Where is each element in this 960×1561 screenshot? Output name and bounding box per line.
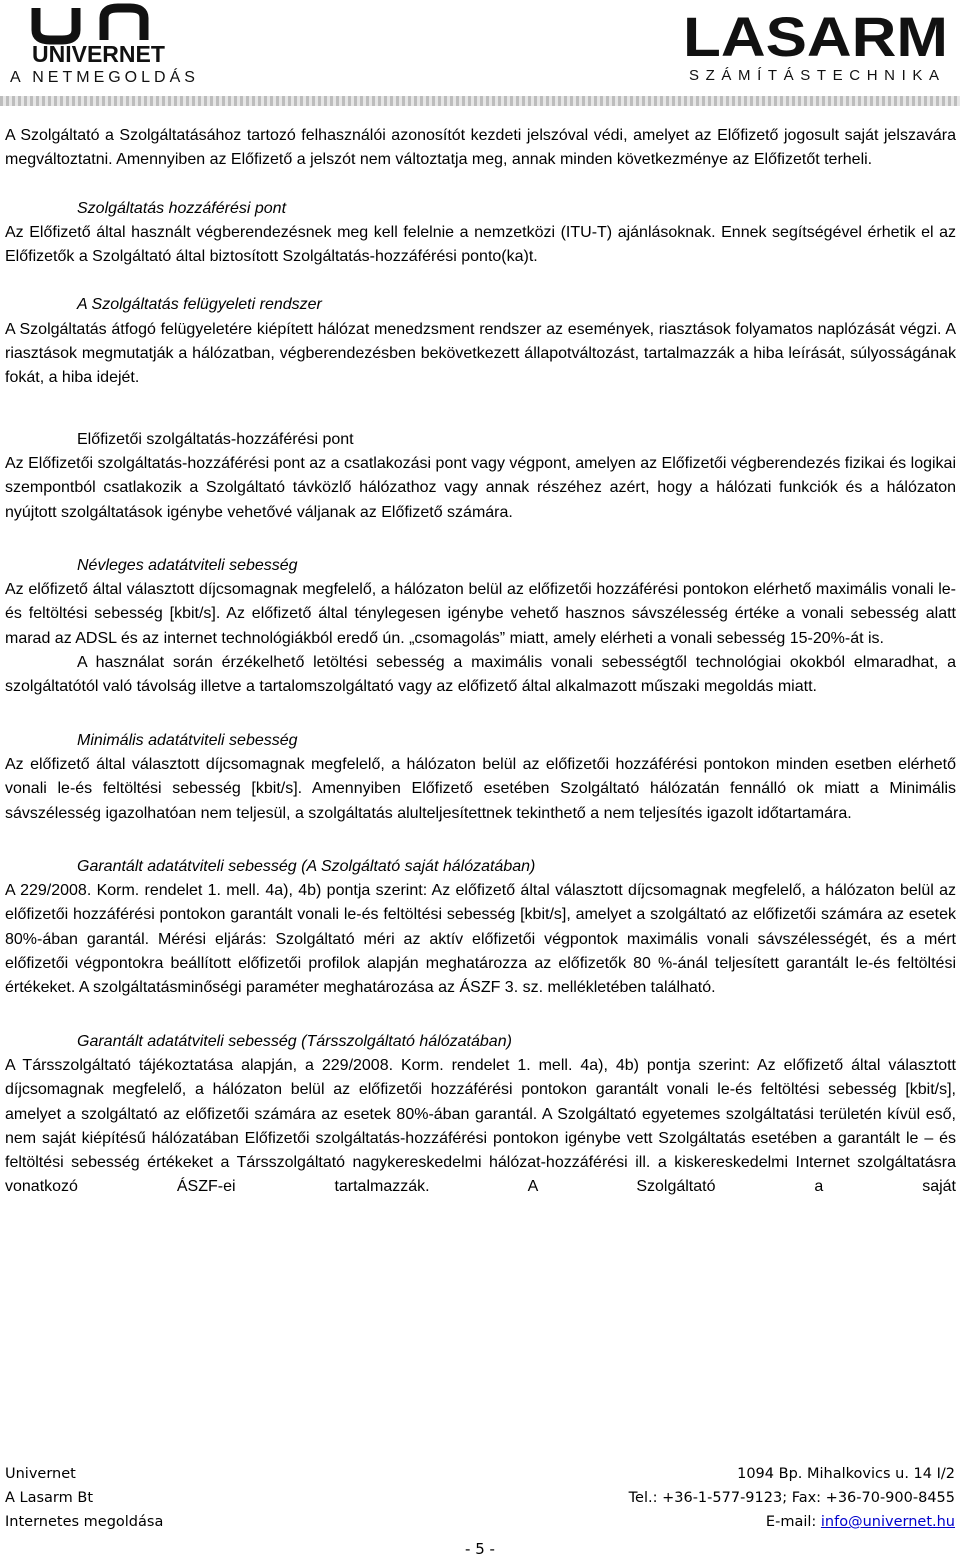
page-footer bbox=[0, 1466, 960, 1561]
section-title-nominal-speed: Névleges adatátviteli sebesség bbox=[77, 556, 298, 574]
svg-text:SZÁMÍTÁSTECHNIKA: SZÁMÍTÁSTECHNIKA bbox=[689, 67, 944, 84]
section-body-nominal-speed: Az előfizető által választott díjcsomagnak megfelelő, a hálózaton belül az előfizetői hozzáférési pontokon elérhető maximális vonali le-és feltöltési sebesség [kbit/s]. Az előfizető által ténylegesen igénybe vehető hasznos sávszélesség értéke a vonali sebesség alatt marad az ADSL és az internet technológiákból eredő ún. „csomagolás” miatt, amely elérheti a vonali sebesség 15-20%-át is. bbox=[5, 581, 956, 647]
svg-text:A NETMEGOLDÁS: A NETMEGOLDÁS bbox=[10, 69, 199, 84]
section-title-guaranteed-own: Garantált adatátviteli sebesség (A Szolgáltató saját hálózatában) bbox=[77, 857, 536, 875]
page-header bbox=[0, 0, 960, 100]
section-body-monitoring: A Szolgáltatás átfogó felügyeletére kiépített hálózat menedzsment rendszer az események, riasztások folyamatos naplózását végzi. A riasztások megmutatják a hálózatban, végberendezésben bekövetkezett állapotváltozást, tartalmazzák a hiba leírását, súlyosságának fokát, a hiba idejét. bbox=[5, 320, 956, 387]
section-body-minimum-speed: Az előfizető által választott díjcsomagnak megfelelő, a hálózaton belül az előfizetői hozzáférési pontokon minden esetben elérhető vonali le-és feltöltési sebesség [kbit/s]. Amennyiben Előfizető esetében Szolgáltató hálózatán fennálló ok miatt a Minimális sávszélesség igazolhatóan nem teljesül, a szolgáltatás alulteljesítettnek tekinthető a nem teljesítés igazolt időtartamára. bbox=[5, 755, 956, 822]
footer-tagline: Internetes megoldása bbox=[5, 1514, 164, 1530]
footer-company: Univernet bbox=[5, 1466, 76, 1482]
document-body bbox=[5, 124, 956, 1200]
footer-address: 1094 Bp. Mihalkovics u. 14 I/2 bbox=[737, 1466, 955, 1482]
footer-email-label: E-mail: bbox=[765, 1514, 821, 1530]
section-body-access-point: Az Előfizető által használt végberendezésnek meg kell felelnie a nemzetközi (ITU-T) ajánlásoknak. Ennek segítségével érhetik el az Előfizetők a Szolgáltató által biztosított Szolgáltatás-hozzáférési ponto(ka)t. bbox=[5, 223, 956, 266]
footer-phone: Tel.: +36-1-577-9123; Fax: +36-70-900-8455 bbox=[628, 1490, 955, 1506]
footer-owner: A Lasarm Bt bbox=[5, 1490, 94, 1506]
svg-text:LASARM: LASARM bbox=[683, 5, 948, 68]
lasarm-logo bbox=[679, 4, 954, 84]
section-title-subscriber-access-point: Előfizetői szolgáltatás-hozzáférési pont bbox=[77, 430, 354, 448]
section-body-guaranteed-own: A 229/2008. Korm. rendelet 1. mell. 4a), 4b) pontja szerint: Az előfizető által választott díjcsomagnak megfelelő, a hálózaton belül az előfizetői hozzáférési pontokon garantált vonali le-és feltöltési sebesség [kbit/s], amelyet a szolgáltató az előfizetői számára az esetek 80%-ában garantál. Mérési eljárás: Szolgáltató méri az aktív előfizetői végpontok maximális vonali sávszélességét, és a mért előfizetői végpontokra beállított előfizetői profilok alapján meghatározza az előfizetők 80 %-ánál teljesített garantált le-és feltöltési értékeket. A szolgáltatásminőségi paraméter meghatározása az ÁSZF 3. sz. mellékletében található. bbox=[5, 882, 956, 997]
section-title-access-point: Szolgáltatás hozzáférési pont bbox=[77, 199, 287, 217]
page-number: - 5 - bbox=[465, 1540, 495, 1558]
univernet-logo bbox=[6, 2, 236, 84]
section-body-subscriber-access-point: Az Előfizetői szolgáltatás-hozzáférési pont az a csatlakozási pont vagy végpont, amelyen az Előfizetői végberendezés fizikai és logikai szempontból csatlakozik a Szolgáltató távközlő hálózathoz vagy annak részéhez azért, hogy a hálózati funkciók és a hálózaton nyújtott szolgáltatások igénybe vehetővé váljanak az Előfizető számára. bbox=[5, 454, 956, 521]
footer-email bbox=[766, 1514, 955, 1530]
section-body-nominal-speed-2: A használat során érzékelhető letöltési sebesség a maximális vonali sebességtől technológiai okokból elmaradhat, a szolgáltatótól való távolság illetve a tartalomszolgáltató vagy az előfizető által alkalmazott műszaki megoldás miatt. bbox=[5, 654, 956, 696]
svg-text:UNIVERNET: UNIVERNET bbox=[32, 41, 165, 67]
header-divider bbox=[0, 96, 960, 106]
section-title-minimum-speed: Minimális adatátviteli sebesség bbox=[77, 731, 298, 749]
section-body-guaranteed-partner: A Társszolgáltató tájékoztatása alapján, a 229/2008. Korm. rendelet 1. mell. 4a), 4b) pontja szerint: Az előfizető által választott díjcsomagnak megfelelő, a hálózaton belül az előfizetői hozzáférési pontokon garantált vonali le-és feltöltési sebesség [kbit/s], amelyet a szolgáltató az előfizetői számára az esetek 80%-ában garantál. A Szolgáltató egyetemes szolgáltatási területén kívül eső, nem saját kiépítésű hálózatában Előfizetői szolgáltatás-hozzáférési pontokon igénybe vett Szolgáltatás esetében a garantált le – és feltöltési sebesség értékeket a Társszolgáltató nagykereskedelmi hálózat-hozzáférési ill. a kiskereskedelmi Internet szolgáltatásra vonatkozó ÁSZF-ei tartalmazzák. A Szolgáltató a saját bbox=[5, 1056, 956, 1196]
paragraph-password: A Szolgáltató a Szolgáltatásához tartozó felhasználói azonosítót kezdeti jelszóval védi, amelyet az Előfizető jogosult saját jelszavára megváltoztatni. Amennyiben az Előfizető a jelszót nem változtatja meg, annak minden következménye az Előfizetőt terheli. bbox=[5, 127, 956, 169]
section-title-monitoring: A Szolgáltatás felügyeleti rendszer bbox=[77, 296, 322, 314]
footer-email-link[interactable]: info@univernet.hu bbox=[820, 1514, 955, 1530]
section-title-guaranteed-partner: Garantált adatátviteli sebesség (Társszolgáltató hálózatában) bbox=[77, 1032, 512, 1050]
